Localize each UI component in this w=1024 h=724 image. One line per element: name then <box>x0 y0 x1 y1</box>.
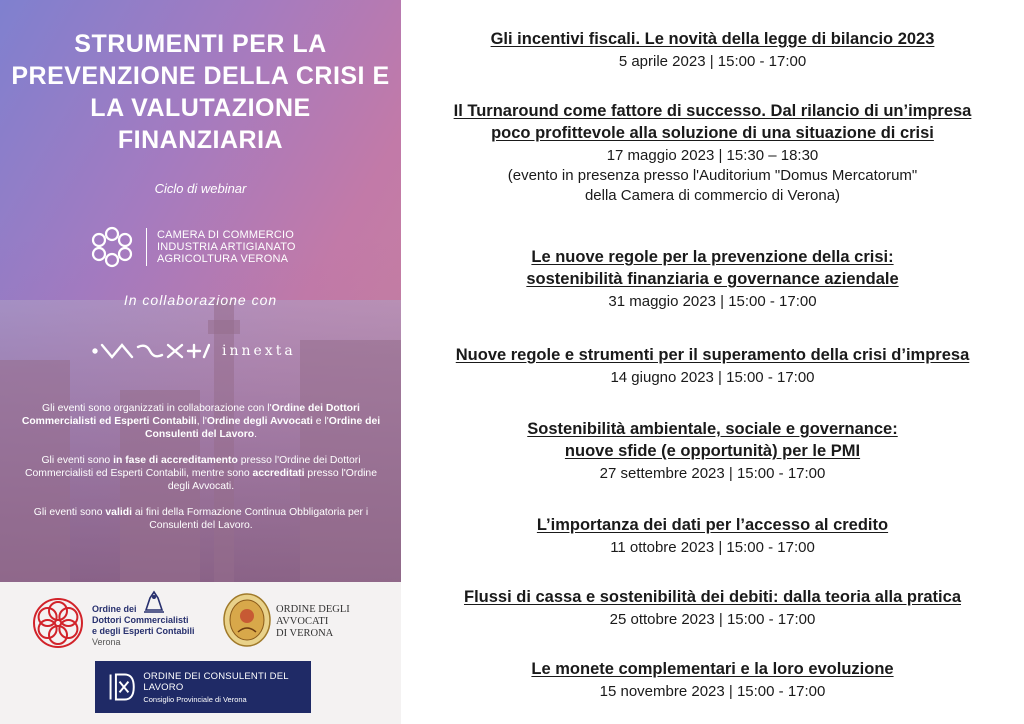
accreditation-info <box>18 402 384 545</box>
cdl-name: ORDINE DEI CONSULENTI DEL LAVORO Consiglio Provinciale di Verona <box>143 670 289 704</box>
event-item <box>401 586 1024 630</box>
events-list <box>401 0 1024 724</box>
event-item <box>401 100 1024 206</box>
info-paragraph-organization: Gli eventi sono organizzati in collaborazione con l'Ordine dei Dottori Commercialisti ed Esperti Contabili, l'Ordine degli Avvocati e l'Ordine dei Consulenti del Lavoro. <box>21 403 381 440</box>
series-subtitle: Ciclo di webinar <box>154 181 247 196</box>
event-title: Sostenibilità ambientale, sociale e governance: nuove sfide (e opportunità) per le PMI <box>527 420 898 460</box>
event-date: 27 settembre 2023 | 15:00 - 17:00 <box>599 465 826 482</box>
event-title: Il Turnaround come fattore di successo. Dal rilancio di un’impresa poco profittevole alla soluzione di una situazione di crisi <box>453 102 972 142</box>
event-date: 31 maggio 2023 | 15:00 - 17:00 <box>608 293 817 310</box>
event-date: 14 giugno 2023 | 15:00 - 17:00 <box>610 369 815 386</box>
info-paragraph-accreditation: Gli eventi sono in fase di accreditamento presso l'Ordine dei Dottori Commercialisti ed Esperti Contabili, mentre sono accreditati presso l'Ordine degli Avvocati. <box>25 455 377 492</box>
left-panel <box>0 0 401 582</box>
event-date: 25 ottobre 2023 | 15:00 - 17:00 <box>609 611 816 628</box>
event-date: 17 maggio 2023 | 15:30 – 18:30 <box>606 147 819 164</box>
event-title: L’importanza dei dati per l’accesso al credito <box>536 516 889 534</box>
avvocati-name: ORDINE DEGLI AVVOCATI DI VERONA <box>276 604 350 639</box>
event-item <box>401 658 1024 702</box>
avvocati-seal-icon <box>222 592 272 648</box>
chamber-name: CAMERA DI COMMERCIO INDUSTRIA ARTIGIANATO AGRICOLTURA VERONA <box>157 229 296 265</box>
odcec-flower-icon <box>32 597 84 649</box>
innexta-wordmark: innexta <box>222 343 296 359</box>
collaboration-label: In collaborazione con <box>123 292 278 308</box>
logo-divider <box>146 228 147 266</box>
event-item <box>401 418 1024 484</box>
innexta-logo <box>92 336 322 366</box>
event-date: 11 ottobre 2023 | 15:00 - 17:00 <box>610 539 815 556</box>
series-title: STRUMENTI PER LA PREVENZIONE DELLA CRISI E LA VALUTAZIONE FINANZIARIA <box>11 30 390 154</box>
chamber-of-commerce-logo <box>90 224 330 270</box>
odcec-name: Ordine dei Dottori Commercialisti e degli Esperti Contabili Verona <box>92 604 195 647</box>
cdl-mark-icon <box>107 667 137 707</box>
event-date: 15 novembre 2023 | 15:00 - 17:00 <box>599 683 826 700</box>
odcec-city: Verona <box>92 637 121 647</box>
event-item <box>401 246 1024 312</box>
event-title: Le nuove regole per la prevenzione della crisi: sostenibilità finanziaria e governance aziendale <box>526 248 899 288</box>
event-item <box>401 344 1024 388</box>
innexta-mark-icon <box>92 339 210 363</box>
event-date: 5 aprile 2023 | 15:00 - 17:00 <box>618 53 807 70</box>
event-title: Flussi di cassa e sostenibilità dei debiti: dalla teoria alla pratica <box>463 588 961 606</box>
event-item <box>401 514 1024 558</box>
chamber-flower-icon <box>90 225 134 269</box>
info-paragraph-validity: Gli eventi sono validi ai fini della Formazione Continua Obbligatoria per i Consulenti del Lavoro. <box>33 507 369 531</box>
event-title: Nuove regole e strumenti per il superamento della crisi d’impresa <box>455 346 970 364</box>
event-item <box>401 28 1024 72</box>
event-title: Le monete complementari e la loro evoluzione <box>531 660 894 678</box>
event-title: Gli incentivi fiscali. Le novità della legge di bilancio 2023 <box>490 30 935 48</box>
consulenti-lavoro-logo <box>95 661 311 713</box>
partner-logos <box>0 582 401 724</box>
event-location-note: (evento in presenza presso l'Auditorium "Domus Mercatorum" della Camera di commercio di Verona) <box>507 167 918 204</box>
